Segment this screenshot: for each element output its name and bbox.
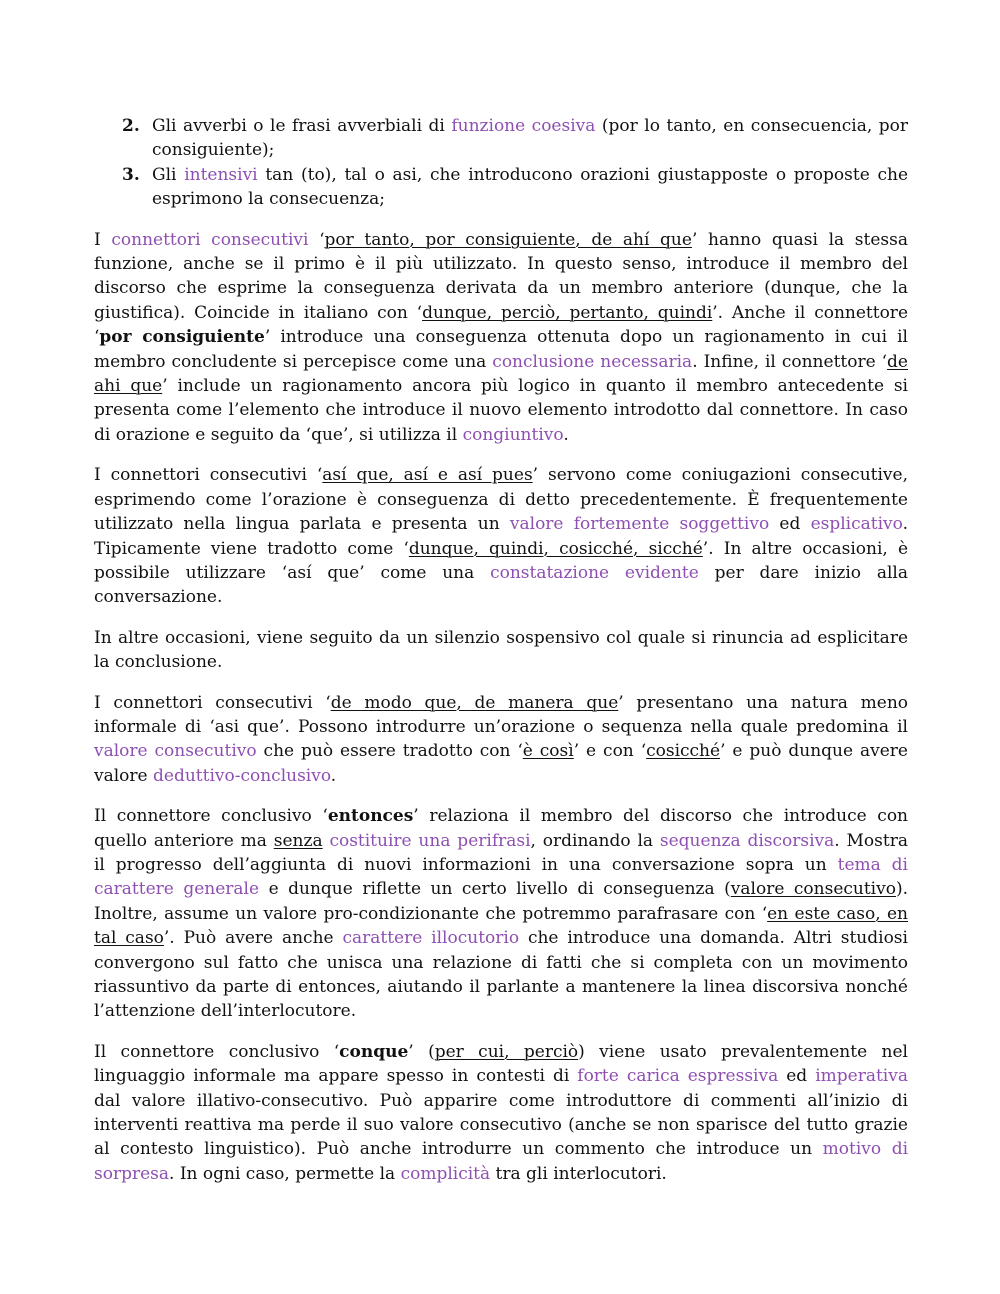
highlighted-term: valore fortemente soggettivo [509, 514, 770, 535]
highlighted-term: valore consecutivo [94, 741, 257, 762]
text-run: ’ introduce una conseguenza ottenuta dopo un ragionamento in cui il membro concludente si percepisce come una [94, 327, 908, 372]
highlighted-term: complicità [400, 1163, 491, 1184]
text-run: . In ogni caso, permette la [169, 1163, 401, 1184]
highlighted-term: costituire una perifrasi [329, 830, 531, 851]
list-item-text [152, 116, 908, 160]
text-run: che può essere tradotto con ‘ [256, 741, 523, 762]
paragraph [94, 1040, 908, 1186]
paragraph [94, 691, 908, 789]
underlined-phrase: senza [273, 830, 323, 851]
text-run: per dare inizio alla conversazione. [94, 562, 908, 608]
text-run: ). Inoltre, assume un valore pro-condizionante che potremmo parafrasare con ‘ [94, 879, 909, 924]
text-run: ’ include un ragionamento ancora più logico in quanto il membro antecedente si presenta come l’elemento che introduce il nuovo elemento introdotto dal connettore. In caso di orazione e seguito da ‘que’, si utilizza il [94, 376, 908, 445]
paragraph [94, 463, 908, 609]
highlighted-term: carattere illocutorio [342, 928, 520, 949]
text-run: ’ ( [408, 1041, 435, 1062]
text-run: Gli avverbi o le frasi avverbiali di [152, 116, 452, 136]
text-run: . [563, 424, 569, 445]
highlighted-term: forte carica espressiva [577, 1066, 779, 1087]
underlined-phrase: è così [522, 741, 574, 762]
text-run: ed [778, 1066, 816, 1087]
text-run: ’ servono come coniugazioni consecutive, esprimendo come l’orazione è conseguenza di detto precedentemente. È frequentemente utilizzato nella lingua parlata e presenta un [94, 465, 908, 535]
highlighted-term: constatazione evidente [490, 562, 699, 583]
text-run: ’ presentano una natura meno informale di ‘asi que’. Possono introdurre un’orazione o sequenza nella quale predomina il [94, 692, 909, 737]
text-run: tan (to), tal o asi, che introducono orazioni giustapposte o proposte che esprimono la consecuenza; [152, 164, 909, 210]
underlined-phrase: de ahi que [94, 351, 908, 397]
list-item-text [152, 165, 908, 209]
text-run: ’ e può dunque avere valore [94, 741, 908, 786]
text-run: e dunque riflette un certo livello di conseguenza ( [259, 879, 731, 900]
text-run: Il connettore conclusivo ‘ [94, 1041, 340, 1062]
text-run: In altre occasioni, viene seguito da un silenzio sospensivo col quale si rinuncia ad esplicitare la conclusione. [94, 627, 908, 673]
text-run: ed [769, 514, 811, 535]
text-run: dal valore illativo-consecutivo. Può apparire come introduttore di commenti all’inizio di interventi reattiva ma perde il suo valore consecutivo (anche se non sparisce del tutto grazie al contesto linguistico). Può anche introdurre un commento che introduce un [94, 1090, 908, 1160]
list-item [94, 114, 908, 163]
highlighted-term: sequenza discorsiva [659, 830, 835, 851]
highlighted-term: imperativa [815, 1066, 908, 1087]
underlined-phrase: por tanto, por consiguiente, de ahí que [324, 229, 692, 250]
underlined-phrase: dunque, perciò, pertanto, quindi [422, 302, 713, 323]
text-run: I connettori consecutivi ‘ [94, 692, 331, 713]
text-run: ) viene usato prevalentemente nel linguaggio informale ma appare spesso in contesti di [94, 1041, 908, 1087]
highlighted-term: congiuntivo [462, 424, 564, 445]
text-run: . Mostra il progresso dell’aggiunta di nuovi informazioni in una conversazione sopra un [94, 830, 908, 875]
text-run: I connettori consecutivi ‘ [94, 465, 323, 486]
list-number: 3. [122, 164, 140, 185]
text-run: . Infine, il connettore ‘ [692, 351, 888, 372]
underlined-phrase: así que, así e así pues [322, 465, 533, 486]
text-run: . [330, 765, 337, 786]
text-run: ’ hanno quasi la stessa funzione, anche se il primo è il più utilizzato. In questo senso, introduce il membro del discorso che esprime la conseguenza derivata da un membro anteriore (dunque, che la giustifica). Coincide in italiano con ‘ [94, 229, 909, 323]
text-run: (por lo tanto, en consecuencia, por consiguiente); [152, 116, 908, 161]
bold-term: entonces [327, 806, 414, 827]
text-run: ’. In altre occasioni, è possibile utilizzare ‘así que’ come una [94, 538, 909, 583]
list-item [94, 163, 908, 212]
numbered-list [94, 114, 908, 212]
bold-term: conque [339, 1041, 409, 1062]
underlined-phrase: en este caso, en tal caso [94, 903, 908, 949]
paragraph [94, 626, 908, 675]
text-run: ’ relaziona il membro del discorso che introduce con quello anteriore ma [94, 806, 909, 851]
text-run: che introduce una domanda. Altri studiosi convergono sul fatto che unisca una relazione di fatti che si completa con un movimento riassuntivo da parte di entonces, aiutando il parlante a mantenere la linea discorsiva nonché l’attenzione dell’interlocutore. [94, 928, 908, 1022]
underlined-phrase: per cui, perciò [434, 1041, 579, 1062]
highlighted-term: intensivi [184, 164, 258, 185]
paragraph [94, 804, 908, 1024]
highlighted-term: tema di carattere generale [94, 854, 908, 900]
text-run: I [94, 229, 112, 250]
underlined-phrase: de modo que, de manera que [330, 692, 619, 713]
highlighted-term: deduttivo-conclusivo [153, 765, 331, 786]
text-run: ‘ [308, 229, 325, 250]
text-run: ’ e con ‘ [573, 741, 647, 762]
text-run: . Tipicamente viene tradotto come ‘ [94, 514, 908, 559]
bold-term: por consiguiente [99, 327, 265, 348]
underlined-phrase: dunque, quindi, cosicché, sicché [408, 538, 703, 559]
text-run: ’. Anche il connettore ‘ [94, 302, 908, 348]
list-number: 2. [122, 116, 140, 136]
text-run: Gli [152, 164, 185, 185]
text-run: ’. Può avere anche [163, 928, 343, 949]
highlighted-term: motivo di sorpresa [94, 1139, 909, 1184]
text-run: , ordinando la [530, 830, 660, 851]
text-run: tra gli interlocutori. [490, 1163, 667, 1184]
highlighted-term: conclusione necessaria [492, 351, 693, 372]
highlighted-term: funzione coesiva [451, 116, 596, 136]
document-page [94, 114, 908, 1202]
text-run: Il connettore conclusivo ‘ [94, 806, 328, 827]
underlined-phrase: valore consecutivo [730, 879, 896, 900]
highlighted-term: connettori consecutivi [111, 229, 309, 250]
underlined-phrase: cosicché [646, 741, 721, 762]
highlighted-term: esplicativo [810, 514, 903, 535]
paragraph [94, 228, 908, 448]
